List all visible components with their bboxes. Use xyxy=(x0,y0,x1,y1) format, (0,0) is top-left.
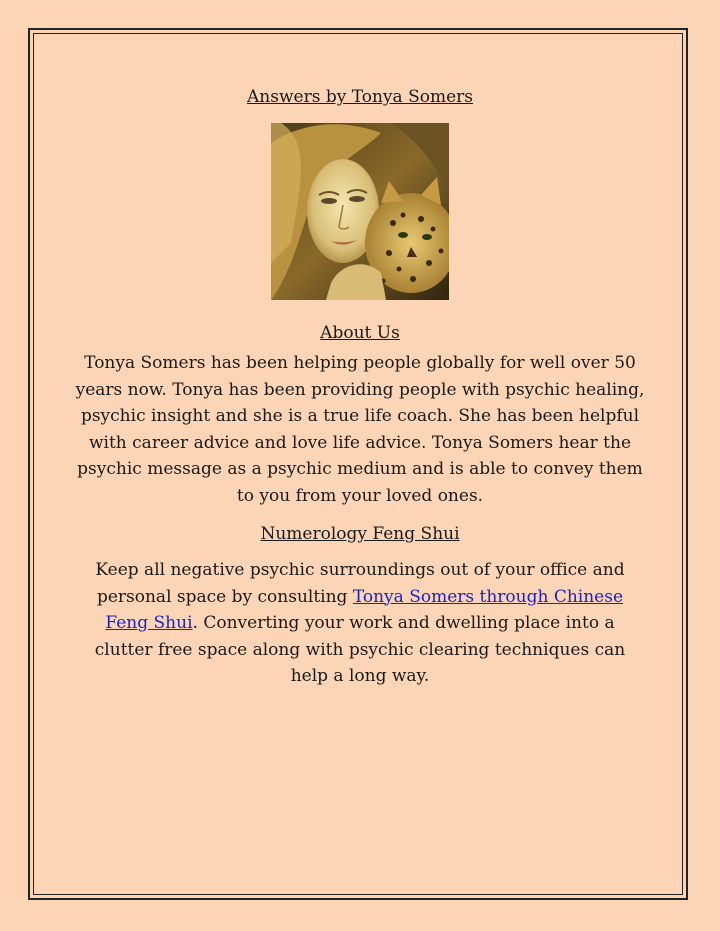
numerology-text-before: Keep all negative psychic surroundings out of your office and personal space by consulting xyxy=(95,560,625,607)
feng-shui-link[interactable]: Tonya Somers through Chinese Feng Shui xyxy=(105,586,624,633)
page-title: Answers by Tonya Somers xyxy=(247,87,473,107)
portrait-image xyxy=(271,123,449,300)
about-heading: About Us xyxy=(320,323,400,343)
numerology-paragraph xyxy=(74,557,646,690)
about-paragraph: Tonya Somers has been helping people globally for well over 50 years now. Tonya has been providing people with psychic healing, psychic insight and she is a true life coach. She has been helpful with career advice and love life advice. Tonya Somers hear the psychic message as a psychic medium and is able to convey them to you from your loved ones. xyxy=(75,353,645,506)
document-body xyxy=(74,84,646,690)
numerology-heading: Numerology Feng Shui xyxy=(260,524,460,544)
numerology-text-after: . Converting your work and dwelling place into a clutter free space along with psychic clearing techniques can help a long way. xyxy=(94,613,626,686)
